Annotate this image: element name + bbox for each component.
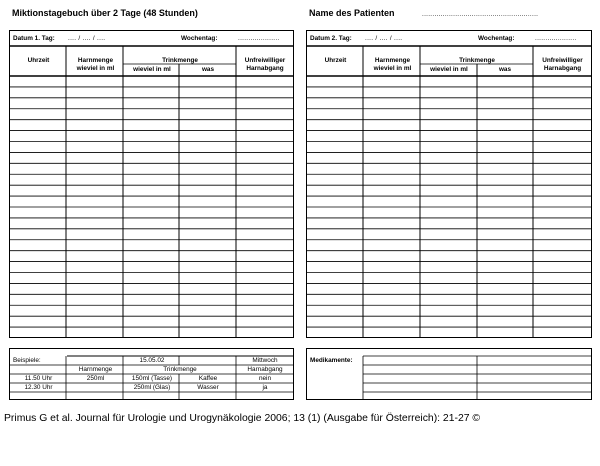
example-row-was: Kaffee [198,375,218,382]
day2-panel [306,30,592,338]
citation-footer: Primus G et al. Journal für Urologie und Urogynäkologie 2006; 13 (1) (Ausgabe für Österreich): 21-27 © [4,413,481,424]
day2-weekday-label: Wochentag: [478,35,515,42]
day2-col-unfreiwillig: Unfreiwilliger Harnabgang [542,57,583,72]
example-row-trink: 250ml (Glas) [133,384,171,391]
day2-date-field[interactable]: .... / .... / .... [365,35,403,42]
day1-col-trinkmenge: Trinkmenge [162,57,198,64]
example-row-trink: 150ml (Tasse) [131,375,173,382]
day1-weekday-field[interactable]: .................... [238,35,280,42]
day1-col-trink-was: was [201,66,215,73]
example-row-was: Wasser [197,384,219,391]
day2-col-trink-was: was [498,66,512,73]
day1-date-field[interactable]: .... / .... / .... [68,35,106,42]
day1-col-harnmenge: Harnmenge wieviel in ml [76,57,115,72]
medikamente-panel [306,348,592,400]
example-row-harn: 250ml [86,375,105,382]
medikamente-label: Medikamente: [310,357,353,364]
day1-weekday-label: Wochentag: [181,35,218,42]
day1-panel [9,30,294,338]
form-title: Miktionstagebuch über 2 Tage (48 Stunden) [12,8,198,18]
example-date: 15.05.02 [139,357,165,364]
day2-date-label: Datum 2. Tag: [310,35,352,42]
day1-col-trink-wieviel: wieviel in ml [133,66,171,73]
example-row-time: 12.30 Uhr [24,384,53,391]
patient-name-label: Name des Patienten [309,8,395,18]
day2-col-uhrzeit: Uhrzeit [324,57,347,64]
patient-name-field[interactable]: ........................................................ [422,11,539,18]
day2-col-trinkmenge: Trinkmenge [459,57,495,64]
day2-col-trink-wieviel: wieviel in ml [430,66,468,73]
example-label: Beispiele: [13,357,41,364]
day2-col-harnmenge: Harnmenge wieviel in ml [373,57,412,72]
example-row-time: 11.50 Uhr [24,375,53,382]
example-row-unfr: ja [262,384,268,391]
example-panel [9,348,294,400]
example-header-harnmenge: Harnmenge [78,366,113,373]
day2-weekday-field[interactable]: .................... [535,35,577,42]
day1-col-uhrzeit: Uhrzeit [27,57,50,64]
day1-date-label: Datum 1. Tag: [13,35,55,42]
example-weekday: Mittwoch [252,357,278,364]
example-row-unfr: nein [258,375,272,382]
day1-col-unfreiwillig: Unfreiwilliger Harnabgang [244,57,286,72]
example-header-trinkmenge: Trinkmenge [163,366,197,373]
example-header-harnabgang: Harnabgang [247,366,283,373]
